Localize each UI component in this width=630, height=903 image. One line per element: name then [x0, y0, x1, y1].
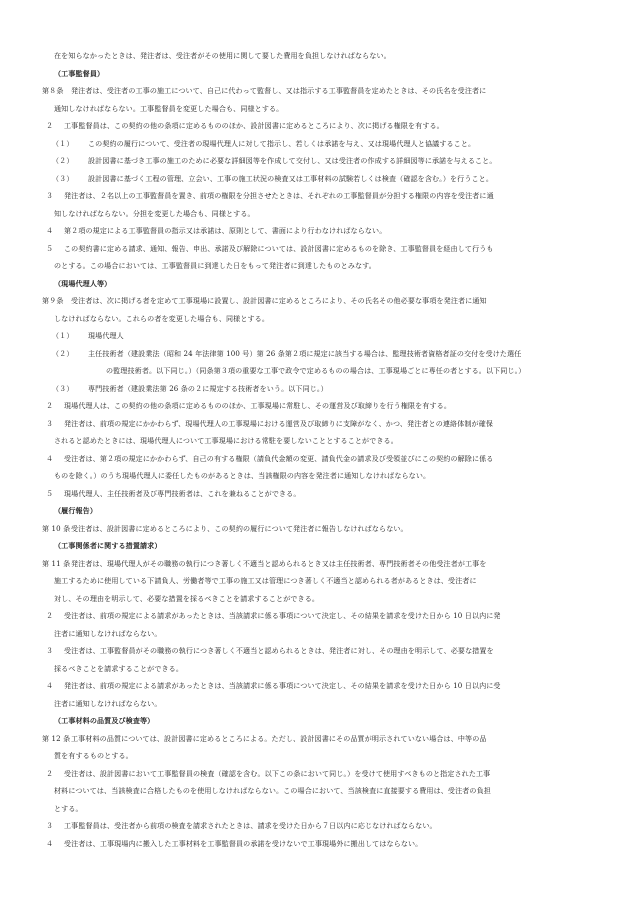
article-line: [42, 730, 602, 748]
article-number: 第 10 条: [42, 523, 71, 533]
paragraph-text: 受注者は、前項の規定による請求があったときは、当該請求に係る事項について決定し、その結果を請求を受けた日から 10 日以内に発: [64, 611, 501, 620]
paragraph-number: ４: [46, 226, 54, 235]
item-text: 現場代理人: [88, 331, 124, 340]
item-text: 設計図書に基づく工程の管理、立会い、工事の施工状況の検査又は工事材料の試験若しくは検査（確認を含む。）を行うこと。: [88, 173, 493, 183]
paragraph-number: ３: [46, 646, 54, 655]
paragraph-line: [42, 485, 602, 503]
paragraph-continuation: 注者に通知しなければならない。: [54, 628, 162, 638]
article-number: 第 12 条: [42, 733, 71, 743]
paragraph-number: ４: [46, 838, 54, 848]
section-heading: （現場代理人等）: [54, 278, 112, 288]
paragraph-line: [42, 397, 602, 415]
article-line: [42, 555, 602, 573]
section-heading: （履行報告）: [54, 506, 98, 515]
paragraph-text: 受注者は、工事監督員がその職務の執行につき著しく不適当と認められるときは、発注者に対し、その理由を明示して、必要な措置を: [64, 646, 494, 655]
paragraph-number: ４: [46, 681, 54, 690]
paragraph-number: ２: [46, 611, 54, 620]
item-line: [42, 170, 602, 188]
paragraph-text: 発注者は、前項の規定による請求があったときは、当該請求に係る事項について決定し、その結果を請求を受けた日から 10 日以内に受: [64, 681, 501, 690]
item-text: 専門技術者（建設業法第 26 条の２に規定する技術者をいう。以下同じ。）: [88, 383, 328, 393]
paragraph-continuation: 在を知らなかったときは、発注者は、受注者がその使用に関して要した費用を負担しなければならない。: [54, 51, 391, 60]
paragraph-continuation: 知しなければならない。分担を変更した場合も、同様とする。: [54, 208, 255, 218]
item-number: （３）: [52, 383, 74, 393]
item-line: [42, 345, 602, 363]
article-continuation: 通知しなければならない。工事監督員を変更した場合も、同様とする。: [54, 103, 284, 113]
article-continuation: 対し、その理由を明示して、必要な措置を採るべきことを請求することができる。: [54, 593, 320, 603]
paragraph-line: [42, 240, 602, 258]
paragraph-continuation: 材料については、当該検査に合格したものを使用しなければならない。この場合において、当該検査に直接要する費用は、受注者の負担: [54, 786, 491, 795]
paragraph-text: 工事監督員は、この契約の他の条項に定めるもののほか、設計図書に定めるところにより、次に掲げる権限を有する。: [64, 121, 444, 130]
article-continuation: しなければならない。これらの者を変更した場合も、同様とする。: [54, 313, 270, 323]
item-number: （３）: [52, 173, 74, 183]
paragraph-text: 受注者は、第２項の規定にかかわらず、自己の有する権限（請負代金額の変更、請負代金の請求及び受領並びにこの契約の解除に係る: [64, 453, 494, 463]
paragraph-text: 現場代理人、主任技術者及び専門技術者は、これを兼ねることができる。: [64, 488, 301, 498]
item-line: [42, 380, 602, 398]
paragraph-text: 発注者は、２名以上の工事監督員を置き、前項の権限を分担させたときは、それぞれの工事監督員が分担する権限の内容を受注者に通: [64, 191, 494, 200]
paragraph-line: [42, 642, 602, 660]
item-number: （２）: [52, 348, 74, 358]
article-text: 受注者は、次に掲げる者を定めて工事現場に設置し、設計図書に定めるところにより、その氏名その他必要な事項を発注者に通知: [71, 296, 487, 305]
paragraph-line: [42, 835, 602, 853]
item-text: 設計図書に基づき工事の施工のために必要な詳細図等を作成して交付し、又は受注者の作成する詳細図等に承諾を与えること。: [88, 156, 497, 165]
article-line: [42, 292, 602, 310]
article-line: [42, 82, 602, 100]
paragraph-text: 現場代理人は、この契約の他の条項に定めるもののほか、工事現場に常駐し、その運営及び取締りを行う権限を有する。: [64, 401, 452, 410]
paragraph-line: [42, 222, 602, 240]
paragraph-continuation: とする。: [54, 803, 83, 813]
item-continuation: の監理技術者。以下同じ。）（同条第３項の重要な工事で政令で定めるものの場合は、工事現場ごとに専任の者とする。以下同じ。）: [106, 366, 526, 375]
paragraph-number: ５: [46, 488, 54, 498]
paragraph-line: [42, 607, 602, 625]
item-number: （１）: [52, 331, 74, 340]
item-line: [42, 327, 602, 345]
paragraph-line: [42, 415, 602, 433]
paragraph-number: ２: [46, 121, 54, 130]
paragraph-text: 受注者は、設計図書において工事監督員の検査（確認を含む。以下この条において同じ。）を受けて使用すべきものと指定された工事: [64, 768, 491, 778]
paragraph-number: ２: [46, 768, 54, 778]
paragraph-line: [42, 187, 602, 205]
paragraph-number: ５: [46, 243, 54, 253]
paragraph-continuation: 採るべきことを請求することができる。: [54, 663, 184, 673]
item-number: （１）: [52, 138, 74, 148]
item-text: 主任技術者（建設業法（昭和 24 年法律第 100 号）第 26 条第２項に規定に該当する場合は、監理技術者資格者証の交付を受けた選任: [88, 348, 522, 358]
item-line: [42, 152, 602, 170]
paragraph-line: [42, 677, 602, 695]
paragraph-continuation: されると認めたときには、現場代理人について工事現場における常駐を要しないこととすることができる。: [54, 436, 398, 445]
article-text: 発注者は、受注者の工事の施工について、自己に代わって監督し、又は指示する工事監督員を定めたときは、その氏名を受注者に: [71, 86, 487, 95]
paragraph-text: この契約書に定める請求、通知、報告、申出、承諾及び解除については、設計図書に定めるものを除き、工事監督員を経由して行うも: [64, 243, 494, 253]
paragraph-number: ２: [46, 401, 54, 410]
paragraph-line: [42, 450, 602, 468]
article-text: 発注者は、現場代理人がその職務の執行につき著しく不適当と認められるとき又は主任技術者、専門技術者その他受注者が工事を: [71, 558, 487, 568]
item-number: （２）: [52, 156, 74, 165]
section-heading: （工事関係者に関する措置請求）: [54, 541, 162, 550]
article-number: 第 11 条: [42, 558, 71, 568]
article-text: 受注者は、設計図書に定めるところにより、この契約の履行について発注者に報告しなければならない。: [71, 523, 408, 533]
item-line: [42, 135, 602, 153]
paragraph-continuation: 注者に通知しなければならない。: [54, 698, 162, 708]
article-number: 第８条: [42, 86, 64, 95]
paragraph-continuation: ものを除く。）のうち現場代理人に委任したものがあるときは、当該権限の内容を発注者に通知しなければならない。: [54, 471, 431, 480]
article-continuation: 施工するために使用している下請負人、労働者等で工事の施工又は管理につき著しく不適当と認められる者があるときは、受注者に: [54, 576, 477, 585]
paragraph-text: 第２項の規定による工事監督員の指示又は承諾は、原則として、書面により行わなければならない。: [64, 226, 387, 235]
paragraph-text: 発注者は、前項の規定にかかわらず、現場代理人の工事現場における運営及び取締りに支障がなく、かつ、発注者との連絡体制が確保: [64, 418, 494, 428]
paragraph-text: 工事監督員は、受注者から前項の検査を請求されたときは、請求を受けた日から７日以内に応じなければならない。: [64, 821, 437, 830]
paragraph-number: ４: [46, 453, 54, 463]
article-line: [42, 520, 602, 538]
article-number: 第９条: [42, 296, 64, 305]
paragraph-continuation: のとする。この場合においては、工事監督員に到達した日をもって発注者に到達したものとみなす。: [54, 261, 376, 270]
paragraph-line: [42, 117, 602, 135]
article-continuation: 質を有するものとする。: [54, 751, 133, 760]
paragraph-number: ３: [46, 821, 54, 830]
paragraph-number: ３: [46, 418, 54, 428]
section-heading: （工事材料の品質及び検査等）: [54, 716, 155, 725]
section-heading: （工事監督員）: [54, 68, 105, 78]
paragraph-line: [42, 765, 602, 783]
paragraph-number: ３: [46, 191, 54, 200]
document-body: [42, 47, 602, 852]
article-text: 工事材料の品質については、設計図書に定めるところによる。ただし、設計図書にその品質が明示されていない場合は、中等の品: [71, 733, 487, 743]
item-text: この契約の履行について、受注者の現場代理人に対して指示し、若しくは承諾を与え、又は現場代理人と協議すること。: [88, 138, 476, 148]
paragraph-line: [42, 817, 602, 835]
paragraph-text: 受注者は、工事現場内に搬入した工事材料を工事監督員の承諾を受けないで工事現場外に搬出してはならない。: [64, 838, 423, 848]
